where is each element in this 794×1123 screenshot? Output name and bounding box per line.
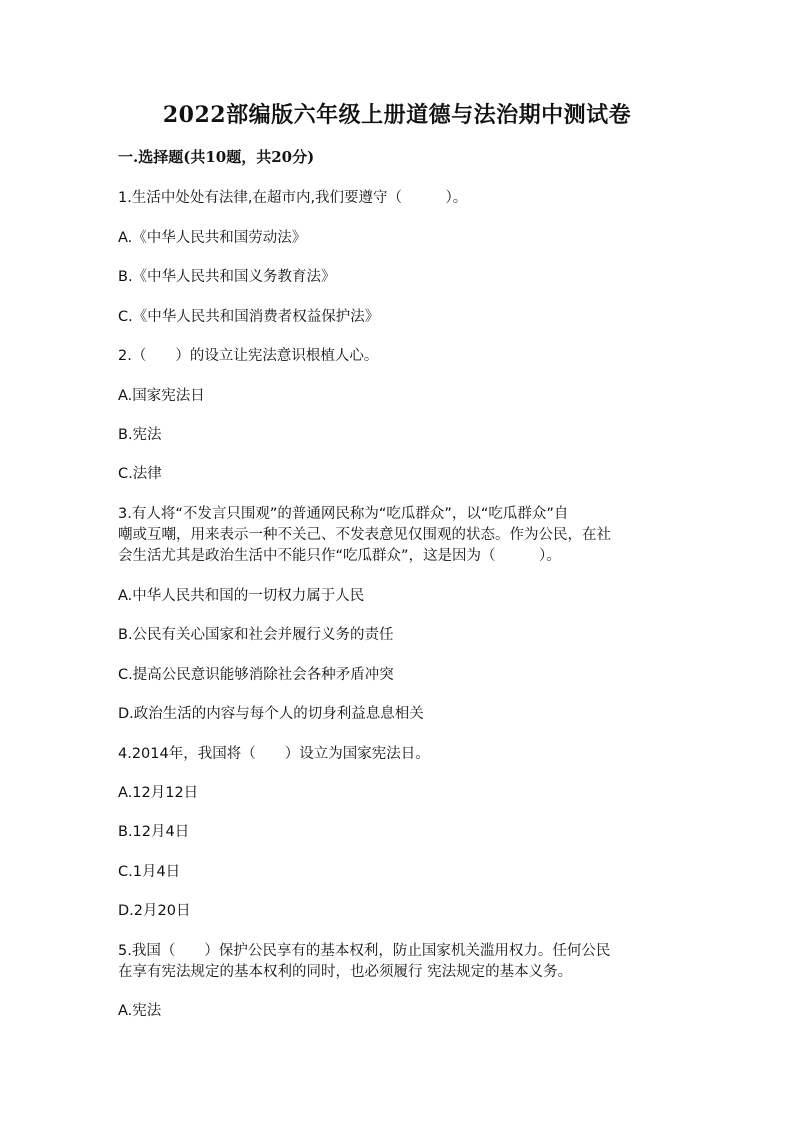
question-4-option-c: C.1月4日 [118,864,181,880]
question-3-option-a: A.中华人民共和国的一切权力属于人民 [118,588,365,604]
question-4-option-a: A.12月12日 [118,785,199,801]
question-2-stem: 2.（ ）的设立让宪法意识根植人心。 [118,348,379,364]
section-heading: 一.选择题(共10题，共20分) [118,148,315,166]
document-title: 2022部编版六年级上册道德与法治期中测试卷 [162,102,632,128]
question-3-stem-line-2: 嘲或互嘲，用来表示一种不关己、不发表意见仅围观的状态。作为公民，在社 [118,527,611,543]
question-3-option-d: D.政治生活的内容与每个人的切身利益息息相关 [118,706,424,722]
question-5-stem-line-2: 在享有宪法规定的基本权利的同时，也必须履行 宪法规定的基本义务。 [118,964,573,980]
question-1-option-a: A.《中华人民共和国劳动法》 [118,230,307,246]
question-2-option-b: B.宪法 [118,427,162,443]
question-1-option-b: B.《中华人民共和国义务教育法》 [118,269,336,285]
question-5-stem-line-1: 5.我国（ ）保护公民享有的基本权利，防止国家机关滥用权力。任何公民 [118,943,611,959]
question-4-option-b: B.12月4日 [118,824,190,840]
question-3-stem-line-3: 会生活尤其是政治生活中不能只作“吃瓜群众”，这是因为（ ）。 [118,548,561,564]
question-1-option-c: C.《中华人民共和国消费者权益保护法》 [118,309,380,325]
question-2-option-c: C.法律 [118,466,162,482]
question-3-option-b: B.公民有关心国家和社会并履行义务的责任 [118,627,394,643]
question-4-stem: 4.2014年，我国将（ ）设立为国家宪法日。 [118,746,430,762]
question-1-stem: 1.生活中处处有法律,在超市内,我们要遵守（ ）。 [118,190,468,206]
question-2-option-a: A.国家宪法日 [118,388,205,404]
question-4-option-d: D.2月20日 [118,903,191,919]
question-3-option-c: C.提高公民意识能够消除社会各种矛盾冲突 [118,667,394,683]
question-5-option-a: A.宪法 [118,1003,162,1019]
question-3-stem-line-1: 3.有人将“不发言只围观”的普通网民称为“吃瓜群众”，以“吃瓜群众”自 [118,506,569,522]
